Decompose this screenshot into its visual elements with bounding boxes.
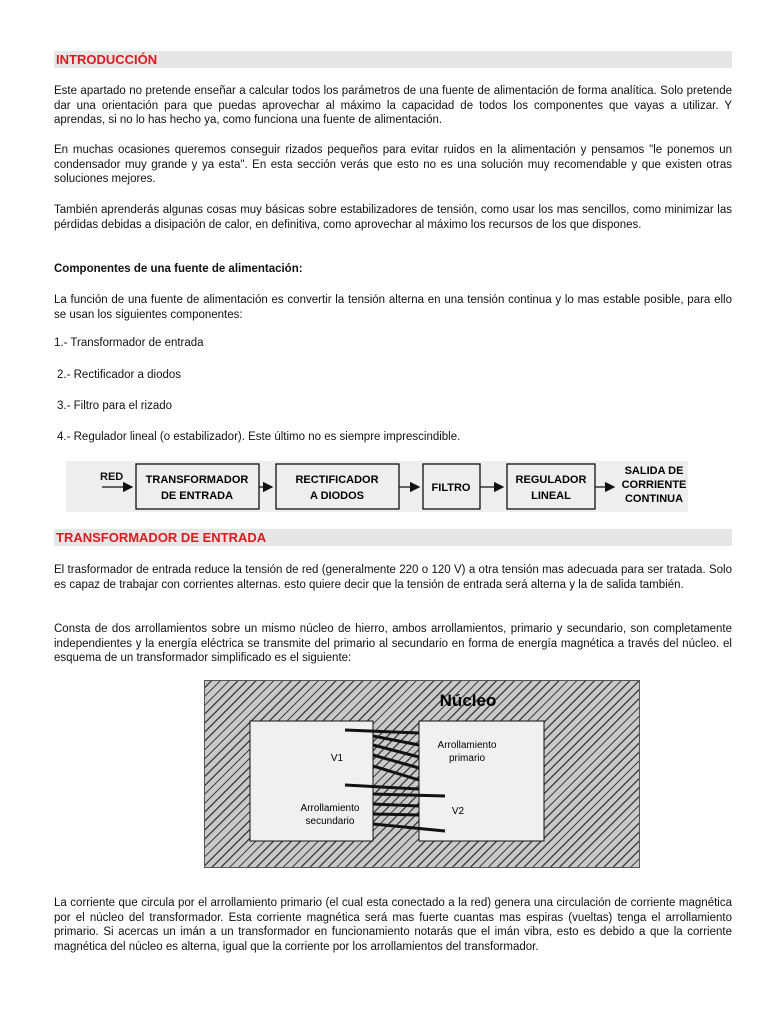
input-label: RED [100, 471, 124, 483]
output-label: SALIDA DE [624, 465, 684, 477]
components-subheading: Componentes de una fuente de alimentación: [54, 263, 303, 275]
transformer-paragraph-3: La corriente que circula por el arrollamiento primario (el cual esta conectado a la red) genera una circulación de corriente magnética por el núcleo del transformador. Esta corriente magnética será mas fuerte cuantas mas espiras (vueltas) tenga el arrollamiento primario. Si acercas un imán a un transformador en funcionamiento notarás que el imán vibra, esto es debido a que la corriente magnética del núcleo es alterna, igual que la corriente por los arrollamientos del transformador. [54, 897, 732, 953]
intro-paragraph-3: También aprenderás algunas cosas muy básicas sobre estabilizadores de tensión, como usar los mas sencillos, como minimizar las pérdidas debidas a disipación de calor, en definitiva, como aprovechar al máximo los recursos de los que dispones. [54, 204, 732, 231]
transformer-diagram [204, 680, 640, 868]
intro-paragraph-2: En muchas ocasiones queremos conseguir rizados pequeños para evitar ruidos en la alimentación y pensamos "le ponemos un condensador muy grande y ya esta". En esta sección verás que esto no es una solución muy recomendable y que existen otras soluciones mejores. [54, 144, 732, 186]
v1-label: V1 [330, 753, 344, 764]
core-window-right [419, 721, 544, 841]
list-item: 2.- Rectificador a diodos [57, 369, 182, 381]
secondary-label: secundario [305, 816, 355, 827]
list-item: 3.- Filtro para el rizado [57, 400, 173, 412]
heading-transformador: TRANSFORMADOR DE ENTRADA [54, 529, 732, 546]
transformer-paragraph-2: Consta de dos arrollamientos sobre un mismo núcleo de hierro, ambos arrollamientos, primario y secundario, son completamente independientes y la energía eléctrica se transmite del primario al secundario en forma de energía magnética a través del núcleo. el esquema de un transformador simplificado es el siguiente: [54, 623, 732, 665]
power-supply-block-diagram [66, 461, 688, 512]
block-rectifier [276, 464, 399, 509]
block-label: RECTIFICADOR [295, 474, 379, 486]
heading-introduccion: INTRODUCCIÓN [54, 51, 732, 68]
block-label: TRANSFORMADOR [145, 474, 249, 486]
list-item: 1.- Transformador de entrada [54, 337, 204, 349]
block-label: FILTRO [431, 482, 471, 494]
output-label: CONTINUA [624, 493, 684, 505]
v2-label: V2 [451, 806, 465, 817]
block-regulator [507, 464, 595, 509]
primary-label: primario [448, 753, 486, 764]
transformer-paragraph-1: El trasformador de entrada reduce la tensión de red (generalmente 220 o 120 V) a otra tensión mas adecuada para ser tratada. Solo es capaz de trabajar con corrientes alternas. esto quiere decir que la tensión de entrada será alterna y la de salida también. [54, 564, 732, 591]
block-label: REGULADOR [515, 474, 587, 486]
components-intro: La función de una fuente de alimentación es convertir la tensión alterna en una tensión continua y lo mas estable posible, para ello se usan los siguientes componentes: [54, 294, 732, 321]
block-label: DE ENTRADA [160, 490, 234, 502]
primary-label: Arrollamiento [437, 740, 497, 751]
list-item: 4.- Regulador lineal (o estabilizador). Este último no es siempre imprescindible. [57, 431, 461, 443]
intro-paragraph-1: Este apartado no pretende enseñar a calcular todos los parámetros de una fuente de alimentación de forma analítica. Solo pretende dar una orientación para que puedas aprovechar al máximo la capacidad de todos los componentes que vayas a utilizar. Y aprendas, si no lo has hecho ya, como funciona una fuente de alimentación. [54, 85, 732, 127]
core-label: Núcleo [439, 691, 497, 710]
secondary-label: Arrollamiento [300, 803, 360, 814]
output-label: CORRIENTE [621, 479, 687, 491]
block-label: A DIODOS [310, 490, 364, 502]
block-transformer [136, 464, 259, 509]
block-label: LINEAL [531, 490, 571, 502]
